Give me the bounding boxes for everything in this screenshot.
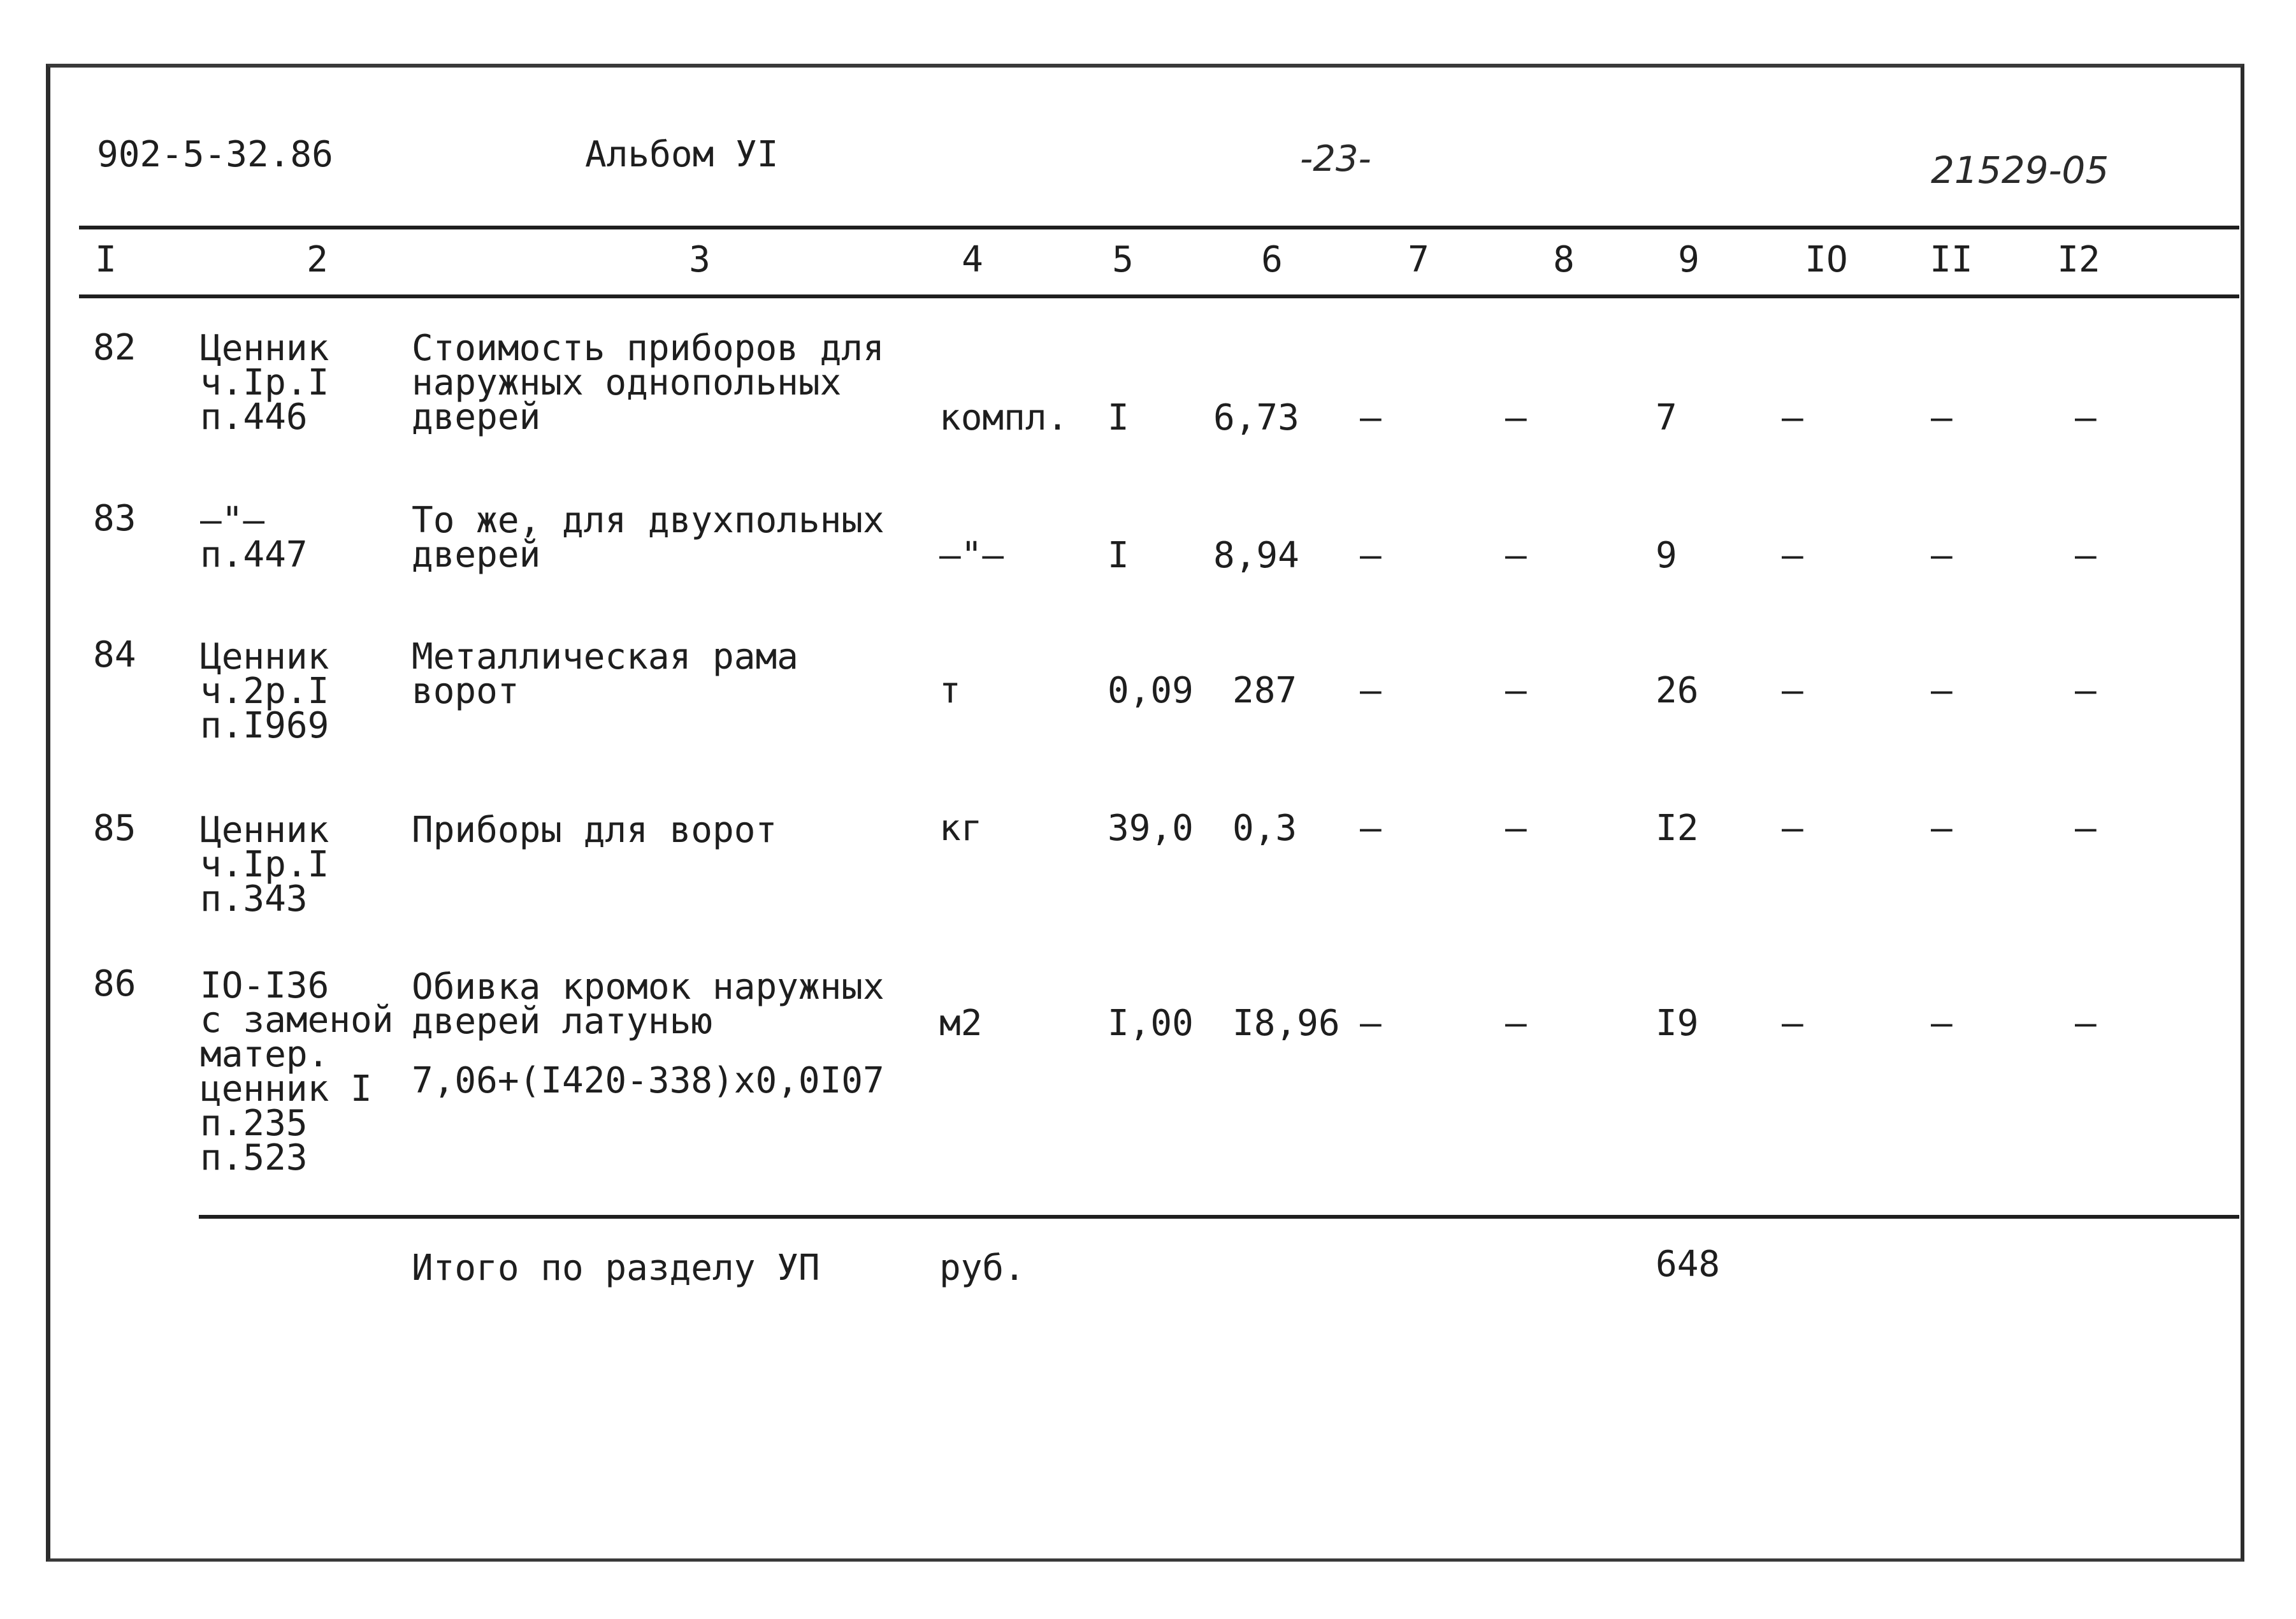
- item-name: [412, 810, 777, 851]
- source-line: матер.: [200, 1034, 329, 1075]
- col12-cell: –: [2075, 670, 2097, 711]
- column-number-1: I: [95, 239, 117, 280]
- source-line: п.235: [200, 1103, 308, 1144]
- name-line: наружных однопольных: [412, 362, 842, 403]
- col7-cell: –: [1360, 1003, 1382, 1044]
- unit-cell: м2: [939, 1003, 983, 1044]
- total-label: Итого по разделу УП: [412, 1247, 820, 1289]
- row-number: 85: [93, 808, 136, 849]
- source-line: п.523: [200, 1137, 308, 1179]
- quantity-cell: I,00: [1108, 1003, 1194, 1044]
- column-number-7: 7: [1408, 239, 1429, 280]
- col8-cell: –: [1505, 1003, 1527, 1044]
- col12-cell: –: [2075, 1003, 2097, 1044]
- source-line: –"–: [200, 500, 265, 541]
- source-line: Ценник: [200, 328, 329, 369]
- header-bottom-rule: [79, 294, 2239, 298]
- quantity-cell: I: [1108, 397, 1129, 439]
- col11-cell: –: [1931, 535, 1953, 576]
- column-number-9: 9: [1678, 239, 1700, 280]
- unit-cell: кг: [939, 808, 983, 849]
- row-number: 82: [93, 327, 136, 368]
- unit-cell: –"–: [939, 535, 1004, 576]
- col10-cell: –: [1782, 397, 1803, 439]
- item-name: [412, 966, 884, 1042]
- column-number-3: 3: [689, 239, 711, 280]
- source-reference: [200, 500, 308, 576]
- price-cell: 8,94: [1213, 535, 1299, 576]
- name-line: ворот: [412, 671, 519, 712]
- name-line: То же, для двухпольных: [412, 500, 884, 541]
- document-code: 902-5-32.86: [97, 134, 333, 175]
- total-unit: руб.: [939, 1247, 1025, 1289]
- total-cost-cell: 7: [1656, 397, 1677, 439]
- price-cell: I8,96: [1232, 1003, 1340, 1044]
- price-cell: 0,3: [1232, 808, 1297, 849]
- quantity-cell: 39,0: [1108, 808, 1194, 849]
- total-cost-cell: 9: [1656, 535, 1677, 576]
- name-line: дверей латунью: [412, 1001, 713, 1042]
- col11-cell: –: [1931, 670, 1953, 711]
- source-line: ч.Iр.I: [200, 844, 329, 885]
- source-line: IO-I36: [200, 965, 329, 1006]
- column-number-8: 8: [1553, 239, 1575, 280]
- price-cell: 6,73: [1213, 397, 1299, 439]
- col7-cell: –: [1360, 535, 1382, 576]
- col7-cell: –: [1360, 808, 1382, 849]
- source-line: п.I969: [200, 705, 329, 746]
- price-cell: 287: [1232, 670, 1297, 711]
- header-top-rule: [79, 226, 2239, 229]
- total-cost-cell: I2: [1656, 808, 1699, 849]
- col8-cell: –: [1505, 808, 1527, 849]
- column-number-6: 6: [1261, 239, 1283, 280]
- name-line: дверей: [412, 396, 541, 438]
- unit-cell: компл.: [939, 397, 1069, 439]
- col7-cell: –: [1360, 670, 1382, 711]
- column-number-10: IO: [1805, 239, 1848, 280]
- quantity-cell: 0,09: [1108, 670, 1194, 711]
- source-reference: [200, 328, 329, 438]
- source-reference: [200, 810, 329, 920]
- col8-cell: –: [1505, 535, 1527, 576]
- name-line: Приборы для ворот: [412, 810, 777, 851]
- album-label: Альбом УI: [585, 134, 779, 175]
- source-line: ч.Iр.I: [200, 362, 329, 403]
- row-number: 86: [93, 963, 136, 1005]
- source-line: п.447: [200, 534, 308, 576]
- source-line: п.343: [200, 878, 308, 920]
- col12-cell: –: [2075, 397, 2097, 439]
- unit-cell: т: [939, 670, 961, 711]
- col10-cell: –: [1782, 808, 1803, 849]
- quantity-cell: I: [1108, 535, 1129, 576]
- source-line: ч.2р.I: [200, 671, 329, 712]
- source-reference: [200, 636, 329, 746]
- source-line: Ценник: [200, 810, 329, 851]
- archive-number: 21529-05: [1931, 149, 2109, 192]
- column-number-11: II: [1930, 239, 1973, 280]
- total-cost-cell: 26: [1656, 670, 1699, 711]
- col11-cell: –: [1931, 397, 1953, 439]
- name-line: Стоимость приборов для: [412, 328, 884, 369]
- source-line: п.446: [200, 396, 308, 438]
- item-name: [412, 328, 884, 438]
- column-number-2: 2: [307, 239, 328, 280]
- source-line: Ценник: [200, 636, 329, 678]
- row-number: 84: [93, 634, 136, 676]
- col11-cell: –: [1931, 1003, 1953, 1044]
- name-line: Обивка кромок наружных: [412, 966, 884, 1008]
- source-line: ценник I: [200, 1068, 372, 1110]
- total-cost-cell: I9: [1656, 1003, 1699, 1044]
- column-number-12: I2: [2057, 239, 2100, 280]
- col7-cell: –: [1360, 397, 1382, 439]
- col10-cell: –: [1782, 670, 1803, 711]
- col12-cell: –: [2075, 535, 2097, 576]
- name-line: Металлическая рама: [412, 636, 798, 678]
- page-number: -23-: [1300, 138, 1371, 180]
- total-rule: [199, 1215, 2239, 1219]
- item-name: [412, 500, 884, 576]
- col10-cell: –: [1782, 1003, 1803, 1044]
- source-line: с заменой: [200, 999, 394, 1041]
- col8-cell: –: [1505, 670, 1527, 711]
- column-number-4: 4: [962, 239, 983, 280]
- row-number: 83: [93, 498, 136, 539]
- name-line: дверей: [412, 534, 541, 576]
- col12-cell: –: [2075, 808, 2097, 849]
- source-reference: [200, 965, 394, 1179]
- column-number-5: 5: [1112, 239, 1134, 280]
- total-value: 648: [1656, 1244, 1721, 1285]
- col8-cell: –: [1505, 397, 1527, 439]
- price-formula: 7,06+(I420-338)x0,0I07: [412, 1060, 884, 1101]
- col10-cell: –: [1782, 535, 1803, 576]
- item-name: [412, 636, 798, 712]
- col11-cell: –: [1931, 808, 1953, 849]
